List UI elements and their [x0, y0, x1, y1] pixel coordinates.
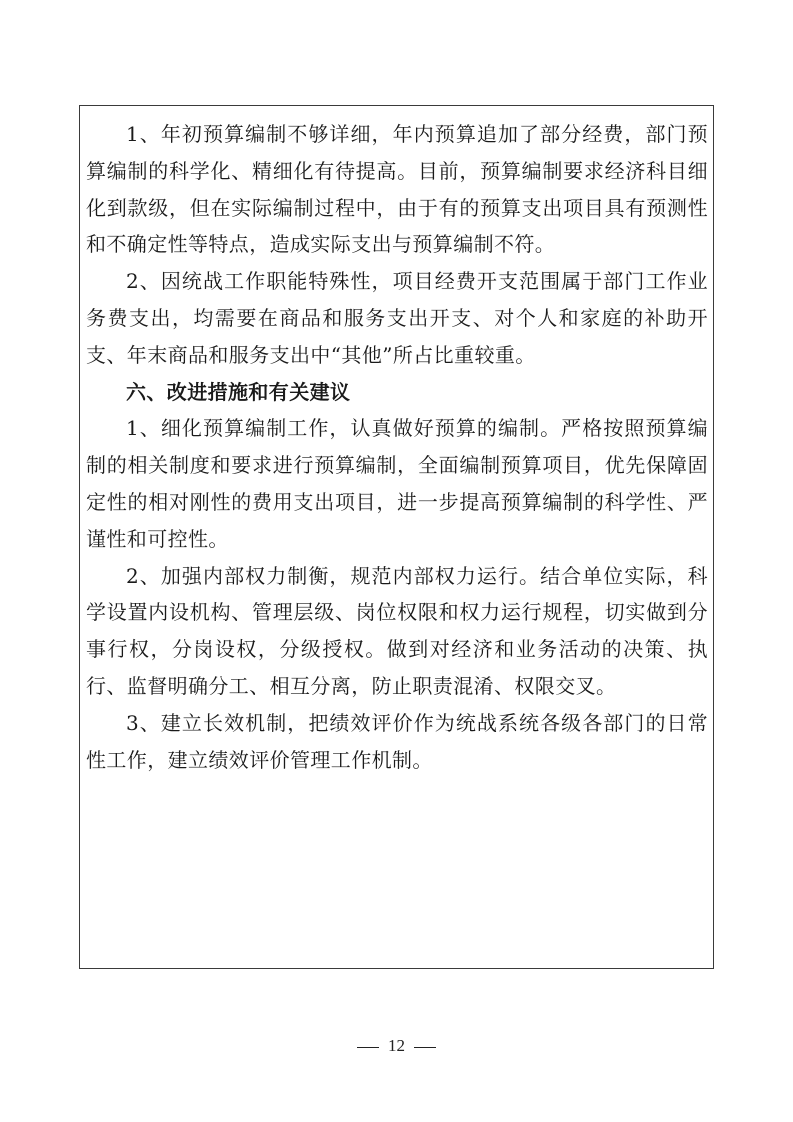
dash-left	[357, 1047, 379, 1048]
page-footer	[0, 1036, 793, 1056]
dash-right	[414, 1047, 436, 1048]
paragraph-budget-issue: 1、年初预算编制不够详细，年内预算追加了部分经费，部门预算编制的科学化、精细化有待提高。目前，预算编制要求经济科目细化到款级，但在实际编制过程中，由于有的预算支出项目具有预测性和不确定性等特点，造成实际支出与预算编制不符。	[86, 122, 708, 257]
paragraph-expense-issue: 2、因统战工作职能特殊性，项目经费开支范围属于部门工作业务费支出，均需要在商品和服务支出开支、对个人和家庭的补助开支、年末商品和服务支出中“其他”所占比重较重。	[86, 269, 708, 367]
paragraph-measure-3: 3、建立长效机制，把绩效评价作为统战系统各级各部门的日常性工作，建立绩效评价管理工作机制。	[86, 710, 708, 772]
document-body	[86, 116, 708, 778]
paragraph-measure-2: 2、加强内部权力制衡，规范内部权力运行。结合单位实际，科学设置内设机构、管理层级、岗位权限和权力运行规程，切实做到分事行权，分岗设权，分级授权。做到对经济和业务活动的决策、执行、监督明确分工、相互分离，防止职责混淆、权限交叉。	[86, 563, 708, 698]
page-number: 12	[388, 1036, 405, 1055]
section-heading-improvements: 六、改进措施和有关建议	[126, 379, 351, 404]
paragraph-measure-1: 1、细化预算编制工作，认真做好预算的编制。严格按照预算编制的相关制度和要求进行预算编制，全面编制预算项目，优先保障固定性的相对刚性的费用支出项目，进一步提高预算编制的科学性、严谨性和可控性。	[86, 416, 708, 551]
